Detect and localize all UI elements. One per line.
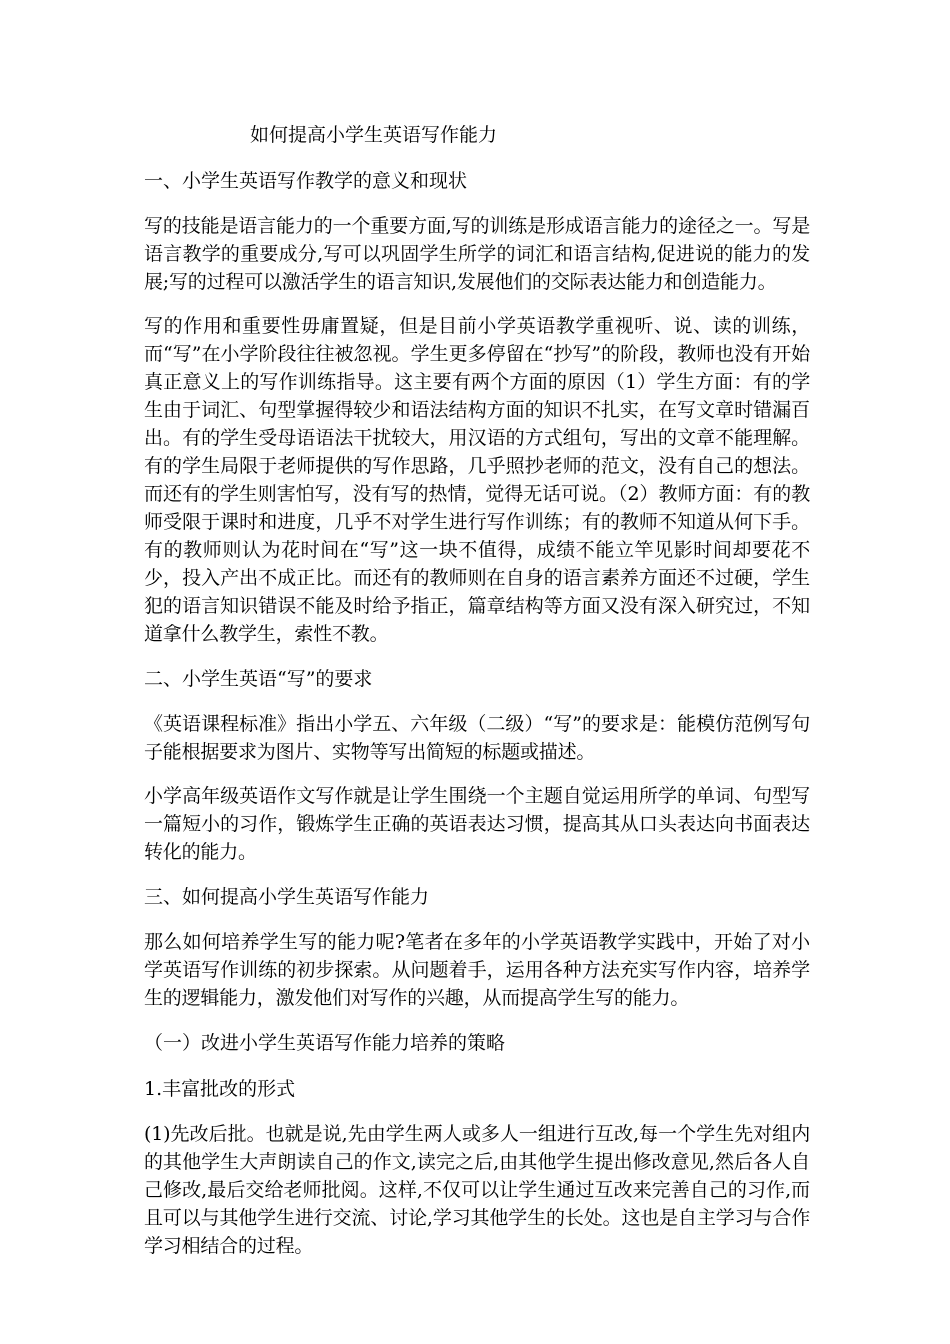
paragraph-1: 写的技能是语言能力的一个重要方面,写的训练是形成语言能力的途径之一。写是语言教学的重要成分,写可以巩固学生所学的词汇和语言结构,促进说的能力的发展;写的过程可以激活学生的语言知识,发展他们的交际表达能力和创造能力。 [144, 215, 810, 293]
subsection-heading-1: （一）改进小学生英语写作能力培养的策略 [144, 1032, 506, 1054]
paragraph-6: (1)先改后批。也就是说,先由学生两人或多人一组进行互改,每一个学生先对组内的其他学生大声朗读自己的作文,读完之后,由其他学生提出修改意见,然后各人自己修改,最后交给老师批阅。这样,不仅可以让学生通过互改来完善自己的习作,而且可以与其他学生进行交流、讨论,学习其他学生的长处。这也是自主学习与合作学习相结合的过程。 [144, 1123, 810, 1257]
paragraph-4: 小学高年级英语作文写作就是让学生围绕一个主题自觉运用所学的单词、句型写一篇短小的习作，锻炼学生正确的英语表达习惯，提高其从口头表达向书面表达转化的能力。 [144, 785, 810, 863]
document-title: 如何提高小学生英语写作能力 [250, 124, 498, 146]
paragraph-2: 写的作用和重要性毋庸置疑，但是目前小学英语教学重视听、说、读的训练，而“写”在小学阶段往往被忽视。学生更多停留在“抄写”的阶段，教师也没有开始真正意义上的写作训练指导。这主要有两个方面的原因（1）学生方面：有的学生由于词汇、句型掌握得较少和语法结构方面的知识不扎实，在写文章时错漏百出。有的学生受母语语法干扰较大，用汉语的方式组句，写出的文章不能理解。有的学生局限于老师提供的写作思路，几乎照抄老师的范文，没有自己的想法。而还有的学生则害怕写，没有写的热情，觉得无话可说。（2）教师方面：有的教师受限于课时和进度，几乎不对学生进行写作训练；有的教师不知道从何下手。有的教师则认为花时间在“写”这一块不值得，成绩不能立竿见影时间却要花不少，投入产出不成正比。而还有的教师则在自身的语言素养方面还不过硬，学生犯的语言知识错误不能及时给予指正，篇章结构等方面又没有深入研究过，不知道拿什么教学生，索性不教。 [144, 315, 810, 645]
paragraph-5: 那么如何培养学生写的能力呢?笔者在多年的小学英语教学实践中，开始了对小学英语写作训练的初步探索。从问题着手，运用各种方法充实写作内容，培养学生的逻辑能力，激发他们对写作的兴趣，从而提高学生写的能力。 [144, 931, 810, 1009]
section-heading-1: 一、小学生英语写作教学的意义和现状 [144, 170, 468, 192]
subsubsection-heading-1: 1.丰富批改的形式 [144, 1078, 296, 1100]
section-heading-2: 二、小学生英语“写”的要求 [144, 668, 373, 690]
paragraph-3: 《英语课程标准》指出小学五、六年级（二级）“写”的要求是：能模仿范例写句子能根据要求为图片、实物等写出简短的标题或描述。 [144, 713, 810, 763]
document-page [144, 120, 810, 1276]
section-heading-3: 三、如何提高小学生英语写作能力 [144, 886, 430, 908]
